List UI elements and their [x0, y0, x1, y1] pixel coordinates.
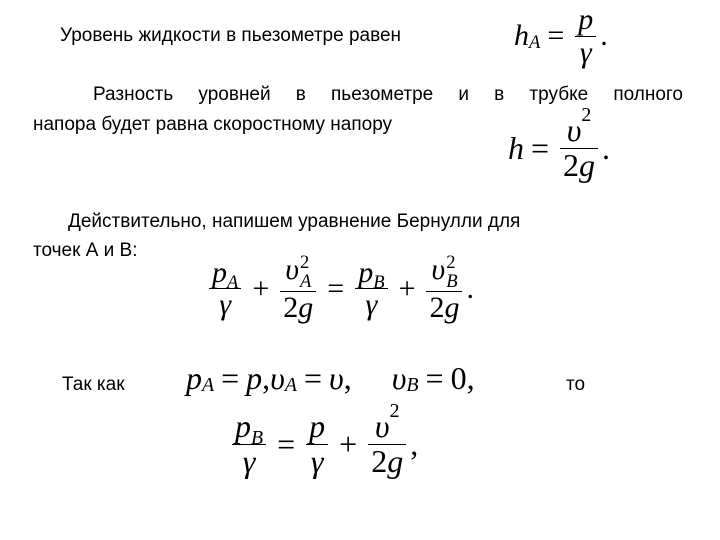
equals-sign: =: [547, 19, 565, 52]
symbol-upsilon: υ: [374, 408, 390, 444]
fraction-pb-gamma: [355, 257, 387, 321]
subscript-a: A: [299, 270, 312, 292]
subscript-a: A: [529, 31, 541, 53]
digit-0: 0: [450, 360, 467, 396]
symbol-upsilon: υ: [329, 360, 344, 396]
symbol-p: p: [186, 360, 202, 396]
superscript-2: 2: [581, 104, 592, 127]
equals-sign: =: [531, 129, 550, 166]
comma: ,: [466, 360, 475, 396]
digit-2: 2: [429, 291, 445, 325]
fraction-v2-2g: [560, 104, 598, 183]
denominator-gamma: γ: [579, 35, 592, 69]
sentence-bernoulli: Действительно, напишем уравнение Бернулли для: [68, 211, 521, 232]
sentence-piezometer-level: Уровень жидкости в пьезометре равен: [60, 25, 402, 46]
digit-2: 2: [371, 442, 388, 479]
numerator-p: p: [309, 408, 326, 444]
symbol-h: h: [508, 129, 524, 166]
superscript-2: 2: [299, 252, 310, 273]
equals-sign: =: [221, 360, 240, 396]
subscript-b: B: [251, 426, 264, 449]
symbol-g: g: [298, 291, 314, 325]
sentence-points-ab: точек А и В:: [33, 240, 138, 261]
fraction-va2-2g: [280, 254, 316, 324]
denominator-gamma: γ: [310, 442, 324, 479]
equals-sign: =: [277, 425, 296, 462]
denominator-gamma: γ: [219, 288, 232, 322]
subscript-b: B: [373, 272, 385, 294]
digit-2: 2: [563, 146, 580, 183]
formula-bernoulli: [205, 254, 474, 324]
period: .: [466, 271, 474, 305]
formula-velocity-head: [508, 104, 611, 183]
fraction-p-gamma: [575, 4, 596, 68]
sentence-velocity-head: напора будет равна скоростному напору: [33, 114, 393, 135]
subscript-a: A: [284, 373, 297, 396]
denominator-gamma: γ: [365, 288, 378, 322]
fraction-p-gamma: [306, 410, 328, 478]
subscript-b: B: [446, 270, 458, 292]
formula-conditions: [186, 360, 475, 397]
period: .: [600, 19, 608, 52]
equals-sign: =: [327, 271, 345, 305]
symbol-upsilon: υ: [391, 360, 407, 396]
superscript-2: 2: [389, 400, 400, 423]
subscript-b: B: [406, 373, 419, 396]
symbol-g: g: [387, 442, 404, 479]
plus-sign: +: [339, 425, 358, 462]
plus-sign: +: [398, 271, 416, 305]
label-then: то: [566, 374, 586, 395]
superscript-2: 2: [446, 252, 456, 273]
equals-sign: =: [303, 360, 323, 396]
symbol-h: h: [514, 19, 529, 52]
symbol-upsilon: υ: [285, 253, 299, 286]
symbol-p: p: [235, 408, 251, 444]
comma: ,: [410, 425, 419, 462]
denominator-gamma: γ: [242, 442, 256, 479]
symbol-p: p: [246, 360, 263, 396]
symbol-upsilon: υ: [270, 360, 285, 396]
plus-sign: +: [252, 271, 270, 305]
digit-2: 2: [283, 291, 299, 325]
symbol-upsilon: υ: [431, 253, 446, 286]
subscript-a: A: [202, 373, 215, 396]
fraction-pb-gamma: [232, 410, 266, 478]
period: .: [602, 129, 611, 166]
subscript-a: A: [227, 272, 239, 294]
fraction-vb2-2g: [426, 254, 462, 324]
comma: ,: [262, 360, 271, 396]
fraction-pa-gamma: [209, 257, 241, 321]
symbol-g: g: [579, 146, 596, 183]
comma: ,: [343, 360, 352, 396]
fraction-v2-2g: [368, 400, 406, 479]
symbol-upsilon: υ: [566, 112, 582, 148]
formula-ha: [514, 4, 608, 68]
numerator-p: p: [578, 3, 594, 36]
symbol-p: p: [212, 255, 227, 289]
symbol-p: p: [358, 255, 374, 289]
sentence-level-difference: Разность уровней в пьезометре и в трубке полного: [93, 84, 683, 105]
formula-result: [228, 400, 419, 479]
symbol-g: g: [444, 291, 460, 325]
label-since: Так как: [62, 374, 125, 395]
equals-sign: =: [425, 360, 444, 396]
